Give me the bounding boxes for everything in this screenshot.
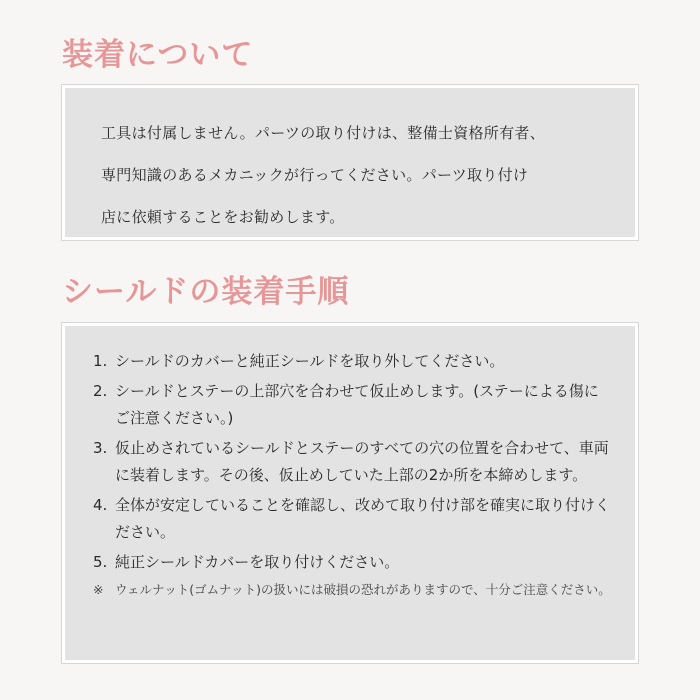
step-number: 1. [93, 352, 108, 370]
notice-line: 店に依頼することをお勧めします。 [101, 208, 345, 226]
caution-note [93, 579, 611, 601]
procedure-step [93, 549, 611, 576]
procedure-step [93, 435, 611, 489]
step-text: 純正シールドカバーを取り付けください。 [115, 553, 400, 571]
step-number: 2. [93, 382, 108, 400]
section-title-procedure: シールドの装着手順 [62, 274, 350, 310]
section-title-installation: 装着について [62, 37, 254, 73]
step-text: シールドとステーの上部穴を合わせて仮止めします。(ステーによる傷にご注意ください。) [115, 382, 599, 427]
note-mark: ※ [93, 582, 104, 597]
procedure-panel [62, 323, 638, 663]
installation-notice-panel [62, 85, 638, 240]
notice-line: 工具は付属しません。パーツの取り付けは、整備士資格所有者、 [101, 124, 546, 142]
procedure-step [93, 378, 611, 432]
step-text: 全体が安定していることを確認し、改めて取り付け部を確実に取り付けください。 [115, 496, 611, 541]
notice-line: 専門知識のあるメカニックが行ってください。パーツ取り付け [101, 166, 529, 184]
procedure-steps-list [93, 348, 611, 576]
step-text: 仮止めされているシールドとステーのすべての穴の位置を合わせて、車両に装着します。その後、仮止めしていた上部の2か所を本締めします。 [115, 439, 609, 484]
step-text: シールドのカバーと純正シールドを取り外してください。 [115, 352, 505, 370]
step-number: 5. [93, 553, 108, 571]
step-number: 3. [93, 439, 108, 457]
procedure-step [93, 348, 611, 375]
step-number: 4. [93, 496, 108, 514]
note-text: ウェルナット(ゴムナット)の扱いには破損の恐れがありますので、十分ご注意ください。 [115, 582, 611, 597]
procedure-step [93, 492, 611, 546]
